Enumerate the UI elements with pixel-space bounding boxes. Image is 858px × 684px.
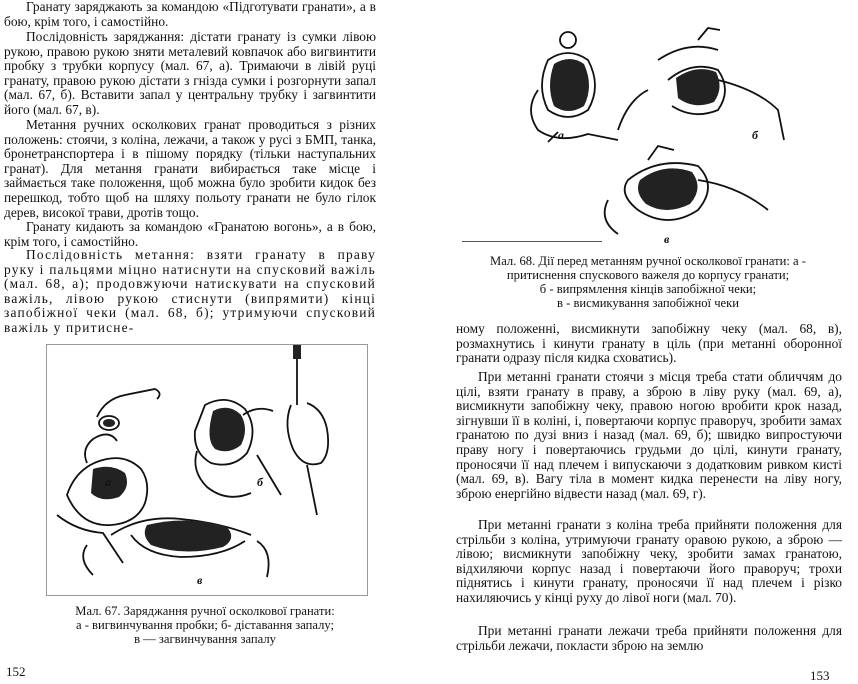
left-page — [0, 0, 420, 684]
figure-label-b: б — [257, 475, 263, 489]
paragraph: Послідовність заряджання: дістати гранату із сумки лівою рукою, правою рукою зняти металевий ковпачок або вигвинтити пробку з трубки корпусу (мал. 67, а). Тримаючи в лівій руці гранату, правою рукою дістати з гнізда сумки і розгорнути запал (мал. 67, б). Вставити запал у центральну трубку і загвинтити його (мал. 67, в). — [4, 29, 376, 117]
figure-label-b: б — [752, 128, 758, 142]
figure-label-a: а — [558, 128, 564, 142]
caption-line: в - висмикування запобіжної чеки — [557, 296, 739, 310]
divider — [462, 241, 602, 242]
caption-line: а - вигвинчування пробки; б- діставання запалу; — [75, 618, 335, 632]
figure-68-caption — [458, 254, 838, 310]
caption-line: Мал. 67. Заряджання ручної осколкової гранати: — [75, 604, 335, 618]
caption-line: Мал. 68. Дії перед метанням ручної осколкової гранати: а - притиснення спускового важеля до корпусу гранати; — [490, 254, 806, 282]
right-page — [438, 0, 858, 684]
figure-67 — [46, 344, 368, 596]
paragraph: Метання ручних осколкових гранат проводиться з різних положень: стоячи, з коліна, лежачи, а також у русі з БМП, танка, бронетранспортера і в пішому порядку (тільки наступальних гранат). Для метання гранати вибирається таке місце і займається таке положення, щоб можна було зробити кидок без перешкод, тобто щоб на шляху польоту гранати не було гілок дерев, високої трави, дротів тощо. — [4, 117, 376, 220]
page-number: 152 — [6, 664, 26, 679]
paragraph: Послідовність метання: взяти гранату в праву руку і пальцями міцно натиснути на спусковий важіль (мал. 68, а); продовжуючи натискувати на спусковий важіль, лівою рукою стиснути (випрямити) кінці запобіжної чеки (мал. 68, б); утримуючи спусковий важіль у притисне- — [4, 247, 376, 335]
page-number: 153 — [810, 668, 830, 683]
paragraph: Гранату заряджають за командою «Підготувати гранати», а в бою, крім того, і самостійно. — [4, 0, 376, 29]
grenade-loading-illustration — [47, 345, 367, 595]
figure-label-a: а — [105, 475, 111, 489]
figure-67-caption — [20, 604, 390, 646]
grenade-throw-prep-illustration — [498, 20, 838, 245]
figure-68 — [498, 20, 838, 245]
paragraph: При метанні гранати з коліна треба прийняти положення для стрільби з коліна, утримуючи гранату оравою рукою, а зброю — лівою; висмикнути запобіжну чеку, зробити замах гранатою, відхиляючи корпус назад і повертаючи його праворуч; трохи піднятись і кинути гранату, проносячи її над плечем і різко нахиляючись у кінці руху до лівої ноги (мал. 70). — [456, 517, 842, 605]
caption-line: б - випрямлення кінців запобіжної чеки; — [539, 282, 757, 296]
paragraph: При метанні гранати лежачи треба прийняти положення для стрільби лежачи, покласти зброю на землю — [456, 623, 842, 653]
paragraph: При метанні гранати стоячи з місця треба стати обличчям до цілі, взяти гранату в праву, а зброю в ліву руку (мал. 69, а), висмикнути запобіжну чеку, правою ногою вробити крок назад, зігнувши її в коліні, і, повертаючи корпус праворуч, зробити замах гранатою по дузі вниз і назад (мал. 69, б); швидко випростуючи праву ногу і повертаючись грудьми до цілі, кинути гранату, проносячи її над плечем і випускаючи з додатковим ривком кисті (мал. 69, в). Вагу тіла в момент кидка перенести на ліву ногу, зброю енергійно відвести назад (мал. 69, г). — [456, 369, 842, 501]
paragraph: ному положенні, висмикнути запобіжну чеку (мал. 68, в), розмахнутись і кинути гранату в ціль (при метанні оборонної гранати одразу після кидка сховатись). — [456, 321, 842, 366]
paragraph: Гранату кидають за командою «Гранатою вогонь», а в бою, крім того, і самостійно. — [4, 219, 376, 249]
figure-label-c: в — [664, 232, 670, 246]
caption-line: в — загвинчування запалу — [134, 632, 276, 646]
figure-label-c: в — [197, 573, 203, 587]
